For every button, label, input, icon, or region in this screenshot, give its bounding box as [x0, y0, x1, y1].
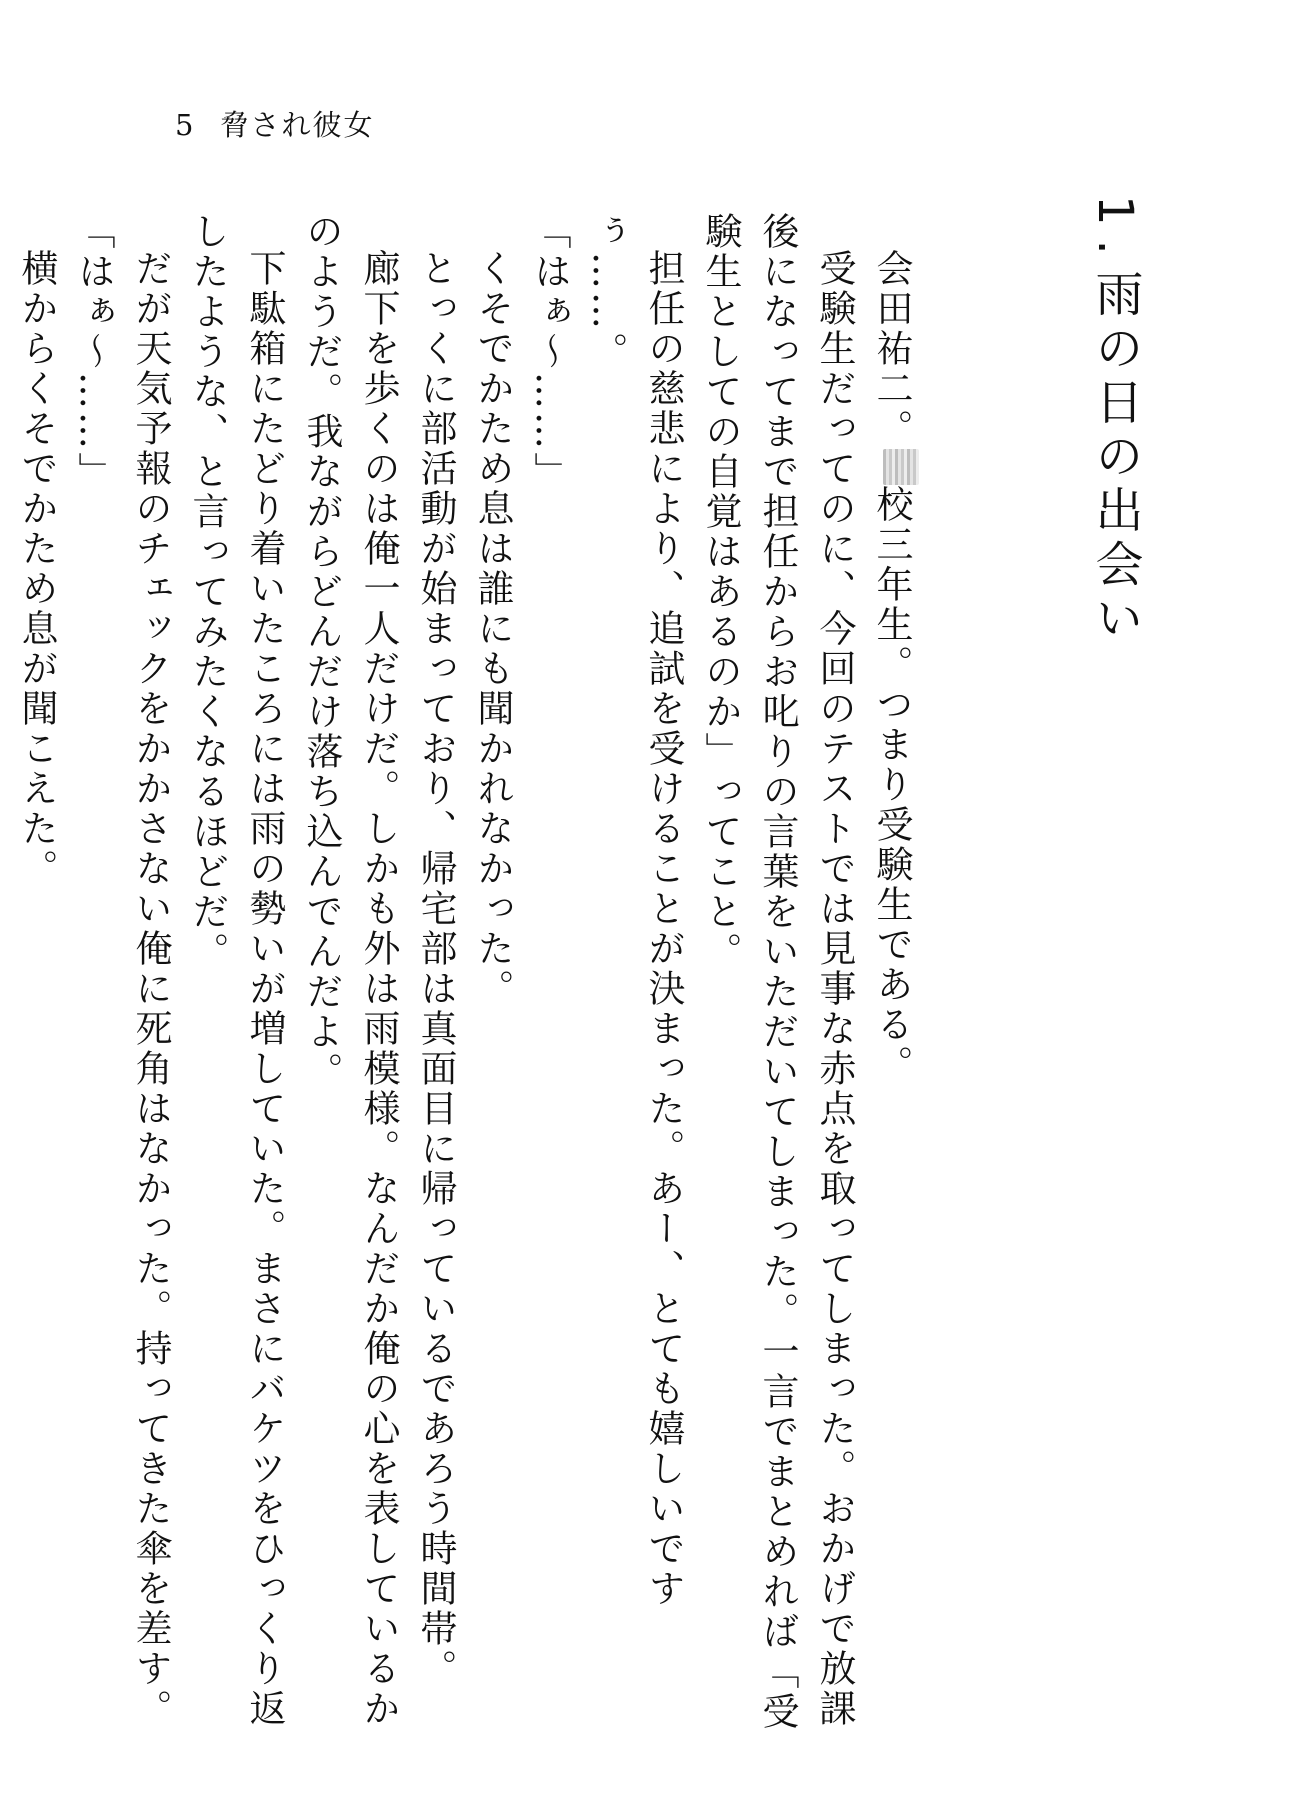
page-number: 5 — [175, 108, 196, 142]
paragraph: 廊下を歩くのは俺一人だけだ。しかも外は雨模様。なんだか俺の心を表しているかのようだ。我ながらどんだけ落ち込んでんだよ。 — [300, 212, 400, 1729]
running-head-title: 脅され彼女 — [219, 108, 375, 142]
paragraph: くそでかため息は誰にも聞かれなかった。 — [471, 249, 514, 1009]
paragraph: 横からくそでかため息が聞こえた。 — [15, 249, 58, 889]
chapter-number: 1. — [1087, 195, 1143, 269]
paragraph-text: 会田祐二。 — [870, 249, 913, 449]
chapter-title: 雨の日の出会い — [1087, 268, 1143, 647]
censored-mosaic — [883, 449, 919, 485]
paragraph: だが天気予報のチェックをかかさない俺に死角はなかった。持ってきた傘を差す。 — [129, 249, 172, 1729]
paragraph — [863, 212, 920, 1742]
body-text — [8, 212, 920, 1742]
paragraph-text: 校三年生。つまり受験生である。 — [870, 485, 913, 1085]
dialogue-line: 「はぁ～……」 — [528, 212, 571, 492]
paragraph: 担任の慈悲により、追試を受けることが決まった。あー、とても嬉しいですぅ……。 — [585, 212, 685, 1609]
dialogue-line: 「はぁ～……」 — [72, 212, 115, 492]
paragraph: とっくに部活動が始まっており、帰宅部は真面目に帰っているであろう時間帯。 — [414, 249, 457, 1689]
chapter-heading — [1086, 195, 1144, 647]
paragraph: 受験生だってのに、今回のテストでは見事な赤点を取ってしまった。おかげで放課後になってまで担任からお叱りの言葉をいただいてしまった。一言でまとめれば「受験生としての自覚はあるのか」ってこと。 — [699, 212, 856, 1732]
paragraph: 下駄箱にたどり着いたころには雨の勢いが増していた。まさにバケツをひっくり返したような、と言ってみたくなるほどだ。 — [186, 212, 286, 1729]
running-head — [175, 103, 374, 144]
